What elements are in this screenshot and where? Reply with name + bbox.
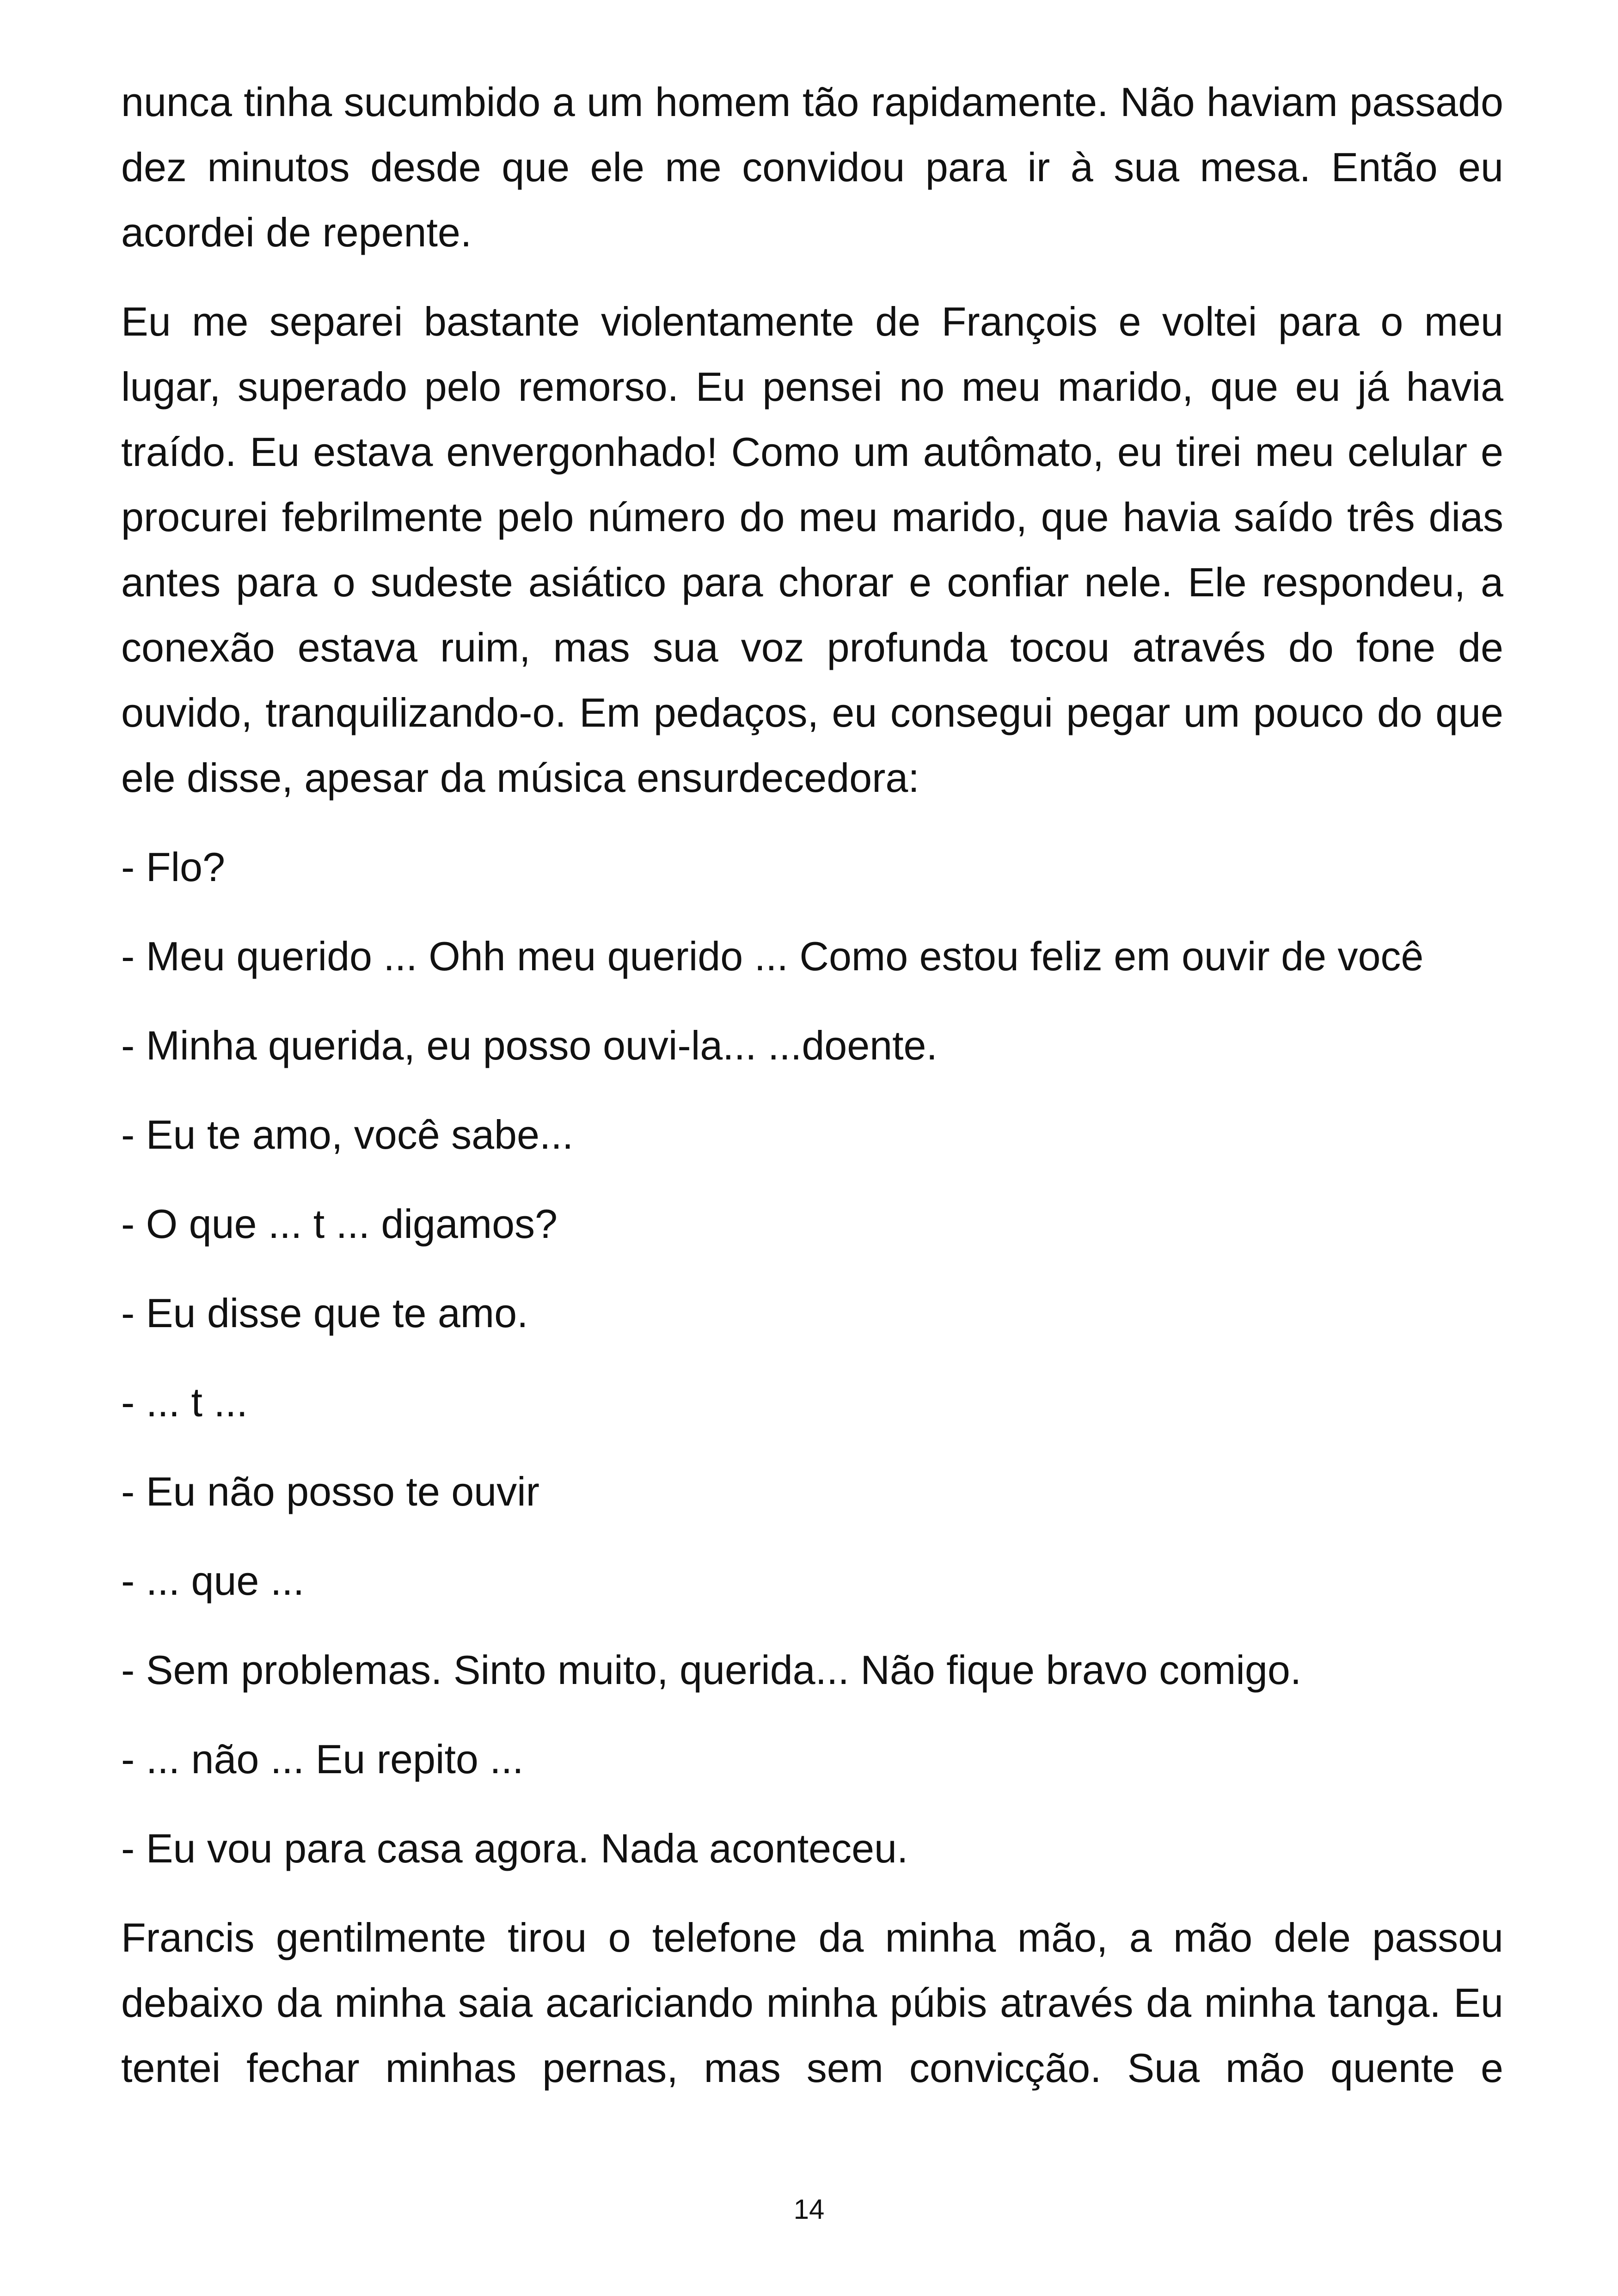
page-body [121, 69, 1503, 2100]
dialogue-line-5: - O que ... t ... digamos? [121, 1201, 558, 1247]
dialogue-line-1: - Flo? [121, 844, 225, 890]
dialogue-line-4: - Eu te amo, você sabe... [121, 1112, 574, 1157]
dialogue-line-2: - Meu querido ... Ohh meu querido ... Como estou feliz em ouvir de você [121, 933, 1424, 979]
page-number: 14 [793, 2194, 825, 2225]
dialogue-line-12: - Eu vou para casa agora. Nada aconteceu. [121, 1825, 908, 1871]
dialogue-line-11: - ... não ... Eu repito ... [121, 1736, 524, 1782]
dialogue-line-6: - Eu disse que te amo. [121, 1290, 528, 1336]
dialogue-line-9: - ... que ... [121, 1558, 305, 1604]
paragraph-3: Francis gentilmente tirou o telefone da minha mão, a mão dele passou debaixo da minha saia acariciando minha púbis através da minha tanga. Eu tentei fechar minhas pernas, mas sem convicção. Sua mão quente e [121, 1915, 1503, 2091]
dialogue-line-8: - Eu não posso te ouvir [121, 1469, 539, 1514]
dialogue-line-10: - Sem problemas. Sinto muito, querida... Não fique bravo comigo. [121, 1647, 1302, 1693]
dialogue-line-7: - ... t ... [121, 1379, 248, 1425]
paragraph-1: nunca tinha sucumbido a um homem tão rapidamente. Não haviam passado dez minutos desde que ele me convidou para ir à sua mesa. Então eu acordei de repente. [121, 79, 1503, 255]
dialogue-line-3: - Minha querida, eu posso ouvi-la... ...doente. [121, 1022, 938, 1068]
paragraph-2: Eu me separei bastante violentamente de François e voltei para o meu lugar, superado pelo remorso. Eu pensei no meu marido, que eu já havia traído. Eu estava envergonhado! Como um autômato, eu tirei meu celular e procurei febrilmente pelo número do meu marido, que havia saído três dias antes para o sudeste asiático para chorar e confiar nele. Ele respondeu, a conexão estava ruim, mas sua voz profunda tocou através do fone de ouvido, tranquilizando-o. Em pedaços, eu consegui pegar um pouco do que ele disse, apesar da música ensurdecedora: [121, 299, 1503, 801]
